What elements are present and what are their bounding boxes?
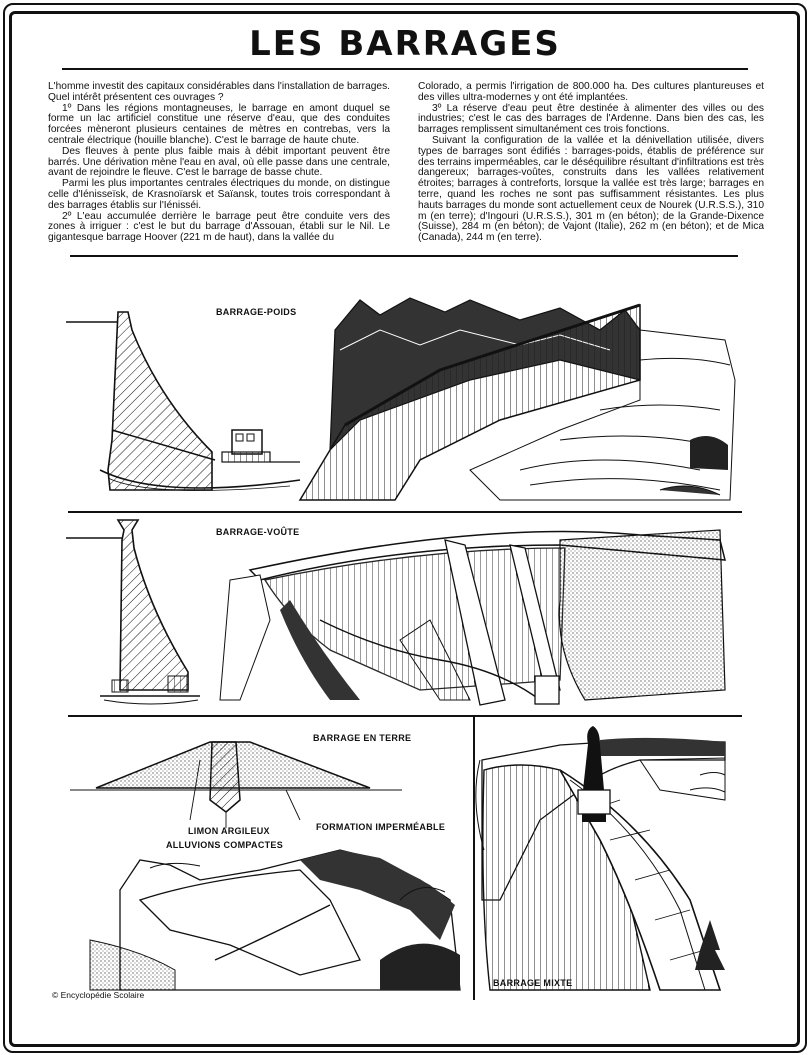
label-barrage-en-terre: BARRAGE EN TERRE — [313, 733, 412, 743]
label-alluvions-compactes: ALLUVIONS COMPACTES — [166, 840, 284, 850]
label-barrage-poids: BARRAGE-POIDS — [216, 307, 297, 317]
paragraph: 2º L'eau accumulée derrière le barrage peut être conduite vers des zones à irriguer : c'est le but du barrage d'Assouan, établi sur le Nil. Le gigantesque barrage Hoover (221 m de haut), dans la vallée du — [48, 210, 390, 244]
copyright-notice: © Encyclopédie Scolaire — [52, 990, 145, 1000]
mixed-dam-landscape — [476, 726, 725, 990]
label-barrage-voute: BARRAGE-VOÛTE — [216, 527, 300, 537]
earth-dam-cross-section — [70, 742, 402, 828]
paragraph: Parmi les plus importantes centrales électriques du monde, on distingue celle d'Iénisseïsk, de Krasnoïarsk et Saïansk, toutes trois correspondant à des barrages établis sur l'Iénisséi. — [48, 178, 390, 211]
paragraph: Des fleuves à pente plus faible mais à débit important peuvent être barrés. Une dérivation mène l'eau en aval, où elle passe dans une centrale, avant de rejoindre le fleuve. C'est le barrage de basse chute. — [48, 145, 390, 179]
page-title: LES BARRAGES — [249, 24, 561, 64]
gravity-dam-landscape — [300, 298, 735, 500]
earth-dam-landscape — [90, 850, 460, 990]
label-barrage-mixte: BARRAGE MIXTE — [493, 978, 573, 988]
arch-dam-cross-section — [66, 520, 200, 704]
paragraph: 3º La réserve d'eau peut être destinée à alimenter des villes ou des industries; c'est le cas des barrages de l'Ardenne. Dans bien des cas, les barrages remplissent simultanément ces trois fonctions. — [418, 102, 764, 136]
label-formation-impermeable: FORMATION IMPERMÉABLE — [316, 822, 446, 832]
gravity-dam-cross-section — [66, 312, 300, 491]
paragraph: Colorado, a permis l'irrigation de 800.000 ha. Des cultures plantureuses et des villes ultra-modernes y ont été implantées. — [418, 81, 764, 103]
label-limon-argileux: LIMON ARGILEUX — [188, 826, 270, 836]
paragraph: Suivant la configuration de la vallée et la dénivellation utilisée, divers types de barrages sont édifiés : barrages-poids, établis de préférence sur des terrains imperméables, car le déséquilibre résultant d'infiltrations est très dangereux; barrages-voûtes, construits dans les vallées relativement étroites; barrages à contreforts, lorsque la vallée est très large; barrages en terre, quand les roches ne sont pas suffisamment résistantes. Les plus hauts barrages du monde sont actuellement ceux de Nourek (U.R.S.S.), 310 m (en terre); d'Ingouri (U.R.S.S.), 301 m (en béton); de la Grande-Dixence (Suisse), 284 m (en béton); de Vajont (Italie), 262 m (en béton); et de Mica (Canada), 244 m (en terre). — [418, 134, 764, 244]
arch-dam-landscape — [220, 530, 725, 705]
paragraph: L'homme investit des capitaux considérables dans l'installation de barrages. Quel intérêt présentent ces ouvrages ? — [48, 81, 390, 103]
paragraph: 1º Dans les régions montagneuses, le barrage en amont duquel se forme un lac artificiel constitue une réserve d'eau, que des conduites forcées mèneront plusieurs centaines de mètres en contrebas, vers la centrale électrique (houille blanche). C'est le barrage de haute chute. — [48, 102, 390, 146]
